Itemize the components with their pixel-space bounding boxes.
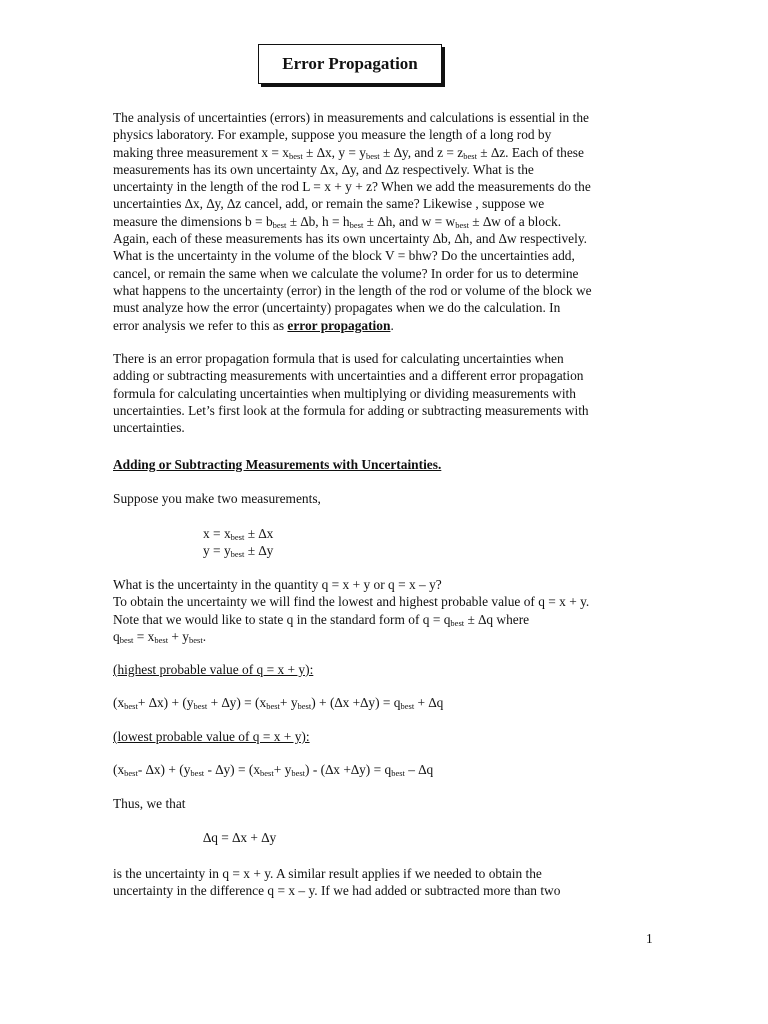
intro-line-4: measurements has its own uncertainty ∆x, ∆y, and ∆z respectively. What is the: [113, 161, 534, 177]
question-line-2: To obtain the uncertainty we will find the lowest and highest probable value of q = x + y.: [113, 594, 590, 610]
text: + ∆q: [414, 695, 444, 710]
subscript-best: best: [297, 701, 312, 711]
text: Note that we would like to state q in the standard form of q = q: [113, 611, 451, 627]
subscript-best: best: [124, 768, 138, 778]
intro-line-12: must analyze how the error (uncertainty) propagates when we do the calculation. In: [113, 300, 561, 316]
text: error analysis we refer to this as: [113, 317, 288, 333]
subscript-best: best: [154, 634, 169, 645]
text: measure the dimensions b = b: [113, 213, 273, 229]
subscript-best: best: [193, 701, 208, 711]
text: - ∆x) + (y: [137, 762, 191, 777]
highest-label: (highest probable value of q = x + y):: [113, 662, 314, 677]
para2-line-3: formula for calculating uncertainties when multiplying or dividing measurements with: [113, 385, 576, 401]
para2-line-2: adding or subtracting measurements with uncertainties and a different error propagation: [113, 368, 584, 384]
closing-paragraph: [113, 865, 658, 900]
text: + ∆x) + (y: [137, 695, 194, 710]
closing-line-1: is the uncertainty in q = x + y. A similar result applies if we needed to obtain the: [113, 866, 542, 881]
intro-line-8: Again, each of these measurements has its own uncertainty ∆b, ∆h, and ∆w respectively.: [113, 231, 588, 247]
subscript-best: best: [272, 219, 287, 230]
section-heading: Adding or Subtracting Measurements with Uncertainties.: [113, 457, 442, 472]
lowest-label: (lowest probable value of q = x + y):: [113, 729, 310, 744]
intro-line-1: The analysis of uncertainties (errors) in measurements and calculations is essential in the: [113, 110, 589, 125]
suppose-text: Suppose you make two measurements,: [113, 491, 321, 506]
subscript-best: best: [190, 768, 205, 778]
intro-line-10: cancel, or remain the same when we calculate the volume? In order for us to determine: [113, 265, 579, 281]
subscript-best: best: [189, 634, 203, 645]
subscript-best: best: [455, 219, 469, 230]
text: (x: [113, 762, 125, 777]
subscript-best: best: [266, 701, 280, 711]
intro-line-13: [113, 317, 658, 334]
subscript-best: best: [260, 768, 274, 778]
text: + y: [273, 762, 292, 777]
subscript-best: best: [450, 617, 465, 628]
para2-line-5: uncertainties.: [113, 420, 185, 436]
text: ) - (∆x +∆y) = q: [305, 762, 392, 777]
text: + y: [279, 695, 298, 710]
intro-paragraph: [113, 109, 658, 334]
text: ± ∆b, h = h: [286, 213, 350, 229]
subscript-best: best: [119, 634, 134, 645]
text: y = y: [203, 543, 231, 558]
question-paragraph: [113, 576, 658, 645]
intro-line-6: uncertainties ∆x, ∆y, ∆z cancel, add, or remain the same? Likewise , suppose we: [113, 196, 545, 212]
text: q: [113, 628, 120, 644]
subscript-best: best: [291, 768, 306, 778]
text: ± ∆y: [244, 543, 274, 558]
text: ± ∆x: [244, 526, 274, 541]
result-equation: ∆q = ∆x + ∆y: [203, 830, 277, 845]
intro-line-7: [113, 213, 658, 230]
para2-line-1: There is an error propagation formula that is used for calculating uncertainties when: [113, 351, 564, 366]
text: = x: [133, 628, 155, 644]
text: ± ∆w of a block.: [468, 213, 562, 229]
subscript-best: best: [124, 701, 138, 711]
question-line-3: [113, 611, 658, 628]
highest-equation: [113, 694, 443, 711]
intro-line-2: physics laboratory. For example, suppose you measure the length of a long rod by: [113, 127, 552, 143]
subscript-best: best: [391, 768, 405, 778]
intro-line-9: What is the uncertainty in the volume of the block V = bhw? Do the uncertainties add,: [113, 248, 575, 264]
text: making three measurement x = x: [113, 144, 289, 160]
text: + ∆y) = (x: [207, 695, 267, 710]
question-line-1: What is the uncertainty in the quantity q = x + y or q = x – y?: [113, 577, 442, 592]
subscript-best: best: [463, 150, 477, 161]
page-title: Error Propagation: [258, 44, 442, 84]
text: – ∆q: [404, 762, 434, 777]
text: ± ∆z. Each of these: [476, 144, 584, 160]
term-error-propagation: error propagation: [287, 317, 391, 333]
para2-line-4: uncertainties. Let’s first look at the formula for adding or subtracting measurements with: [113, 402, 589, 418]
text: ± ∆q where: [464, 611, 530, 627]
lowest-equation: [113, 761, 433, 778]
thus-text: Thus, we that: [113, 796, 186, 811]
subscript-best: best: [349, 219, 364, 230]
text: ± ∆h, and w = w: [363, 213, 456, 229]
intro-line-5: uncertainty in the length of the rod L = x + y + z? When we add the measurements do the: [113, 179, 591, 195]
subscript-best: best: [289, 150, 303, 161]
intro-line-11: what happens to the uncertainty (error) in the length of the rod or volume of the block we: [113, 282, 592, 298]
text: ± ∆y, and z = z: [379, 144, 464, 160]
equation-x: [203, 525, 273, 542]
text: .: [202, 628, 207, 644]
text: ) + (∆x +∆y) = q: [311, 695, 401, 710]
text: x = x: [203, 526, 231, 541]
text: - ∆y) = (x: [204, 762, 261, 777]
subscript-best: best: [400, 701, 415, 711]
text: .: [390, 317, 394, 333]
text: ± ∆x, y = y: [302, 144, 366, 160]
subscript-best: best: [230, 549, 245, 559]
page-number: 1: [646, 931, 653, 946]
question-line-4: [113, 628, 658, 645]
intro-line-3: [113, 144, 658, 161]
text: + y: [168, 628, 190, 644]
text: (x: [113, 695, 125, 710]
closing-line-2: uncertainty in the difference q = x – y. If we had added or subtracted more than two: [113, 883, 561, 899]
subscript-best: best: [365, 150, 380, 161]
subscript-best: best: [230, 532, 245, 542]
second-paragraph: [113, 350, 658, 436]
equation-y: [203, 542, 273, 559]
